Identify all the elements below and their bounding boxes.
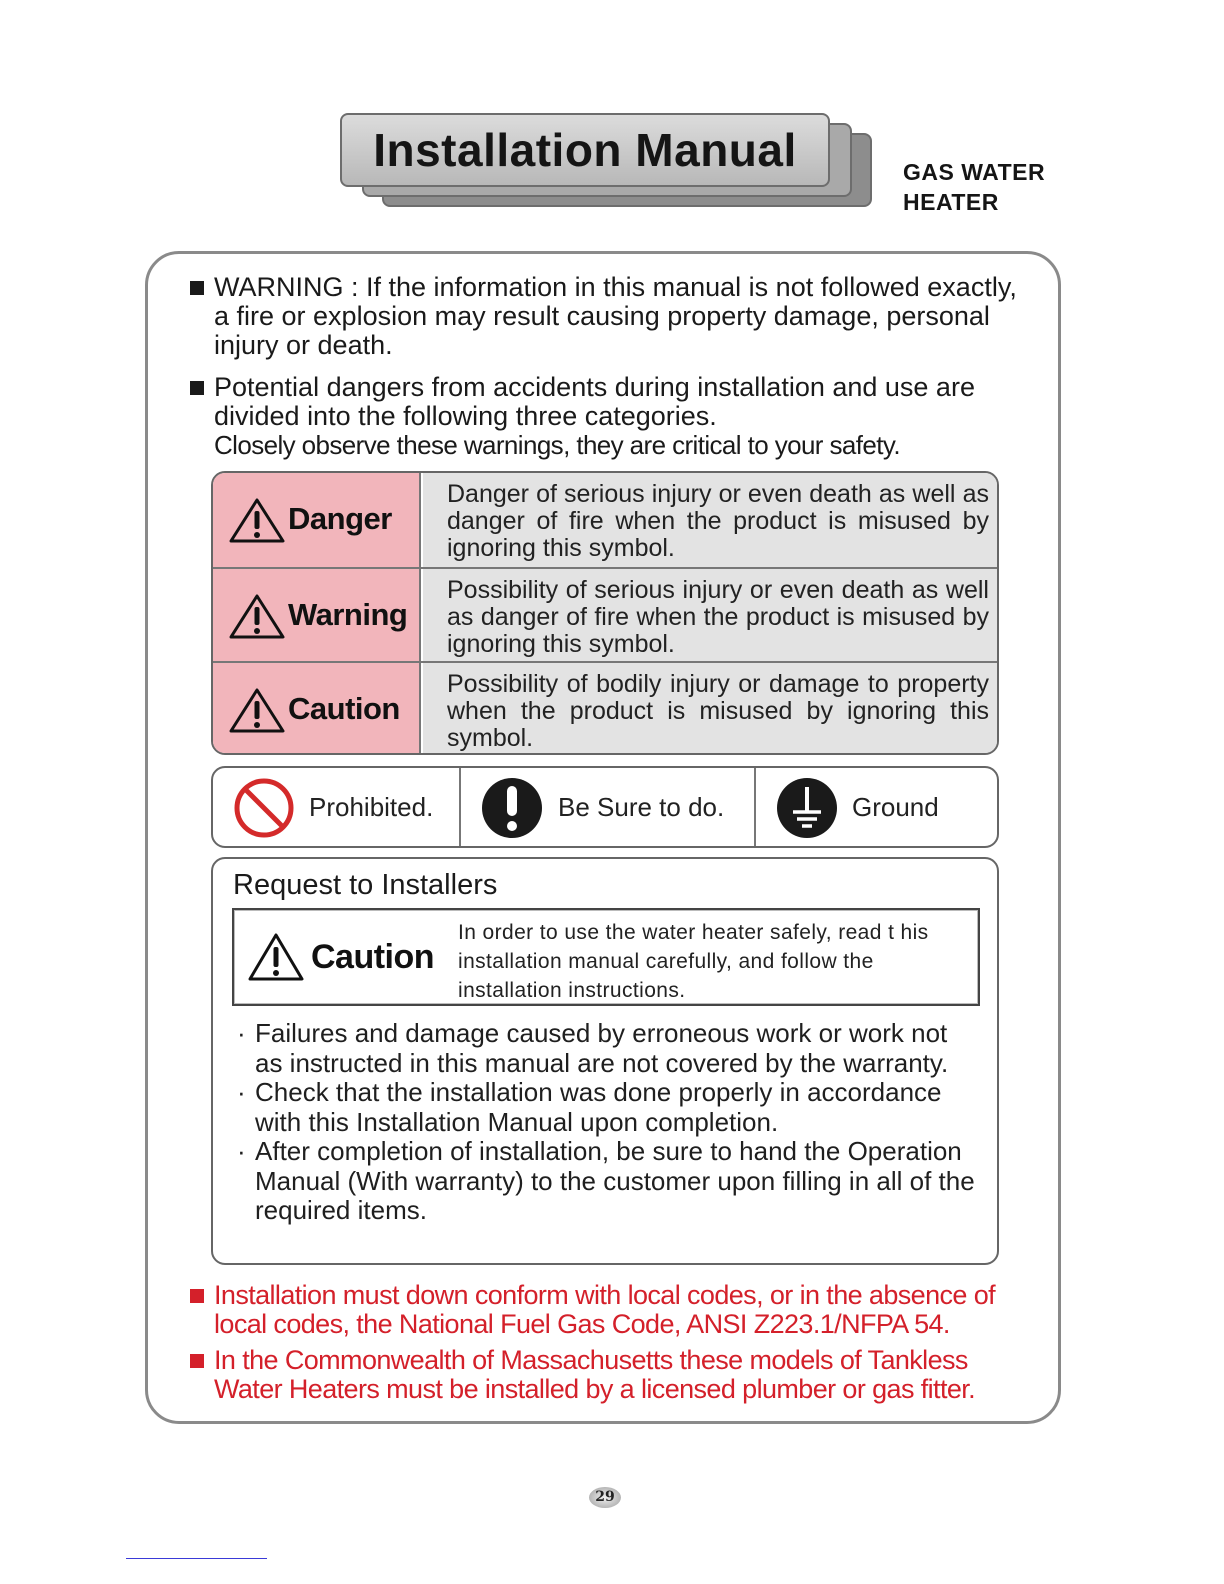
hazard-label-caution: Caution (288, 691, 400, 726)
installers-caution-text: In order to use the water heater safely, read t his installation manual carefully, and follow the installation instructions. (458, 921, 929, 1002)
product-name (903, 157, 1103, 217)
dangers-intro-extra: Closely observe these warnings, they are critical to your safety. (214, 430, 900, 460)
list-item-text: Check that the installation was done properly in accordance with this Installation Manual upon completion. (255, 1077, 942, 1137)
square-bullet-icon (190, 1354, 204, 1368)
warning-triangle-icon (229, 593, 285, 639)
page-title: Installation Manual (373, 124, 797, 176)
hazard-label-cell (213, 473, 421, 567)
symbol-be-sure (459, 768, 756, 846)
warning-triangle-icon (229, 687, 285, 733)
product-name-line2: HEATER (903, 189, 999, 215)
hazard-table (211, 471, 999, 755)
installers-box (211, 857, 999, 1265)
page-number: 29 (589, 1487, 621, 1508)
dangers-intro-line: Potential dangers from accidents during installation and use are divided into the following three categories. (214, 372, 975, 431)
dangers-intro-text (214, 373, 1028, 460)
symbol-label-be-sure: Be Sure to do. (558, 792, 725, 822)
dot-bullet-icon: · (237, 1077, 246, 1107)
prohibited-icon (233, 777, 295, 839)
title-banner (340, 113, 872, 209)
warning-triangle-icon (229, 497, 285, 543)
local-codes-text: Installation must down conform with local codes, or in the absence of local codes, the National Fuel Gas Code, ANSI Z223.1/NFPA 54. (214, 1280, 996, 1339)
dangers-intro (188, 373, 1028, 460)
dot-bullet-icon: · (237, 1018, 246, 1048)
be-sure-icon (481, 777, 543, 839)
warning-triangle-icon (248, 932, 304, 982)
hazard-row-warning (213, 567, 999, 663)
product-name-line1: GAS WATER (903, 159, 1046, 185)
installers-title: Request to Installers (233, 869, 498, 901)
massachusetts-notice (188, 1346, 1028, 1404)
installers-list (235, 1019, 981, 1226)
list-item (235, 1078, 981, 1137)
hazard-label-cell (213, 569, 421, 663)
installers-caution-label: Caution (311, 938, 435, 976)
hazard-row-caution (213, 661, 999, 755)
square-bullet-icon (190, 281, 204, 295)
footer-rule (126, 1558, 267, 1559)
symbol-ground (754, 768, 999, 846)
list-item (235, 1019, 981, 1078)
square-bullet-icon (190, 381, 204, 395)
hazard-description-caution: Possibility of bodily injury or damage to property when the product is misused by ignoring this symbol. (423, 663, 999, 755)
massachusetts-text: In the Commonwealth of Massachusetts these models of Tankless Water Heaters must be installed by a licensed plumber or gas fitter. (214, 1345, 976, 1404)
hazard-row-danger (213, 473, 999, 567)
list-item-text: After completion of installation, be sure to hand the Operation Manual (With warranty) to the customer upon filling in all of the required items. (255, 1136, 975, 1225)
local-codes-notice (188, 1281, 1028, 1339)
hazard-label-warning: Warning (288, 597, 408, 632)
symbol-label-prohibited: Prohibited. (309, 792, 434, 822)
list-item (235, 1137, 981, 1226)
list-item-text: Failures and damage caused by erroneous work or work not as instructed in this manual are not covered by the warranty. (255, 1018, 949, 1078)
dot-bullet-icon: · (237, 1136, 246, 1166)
warning-intro-text: WARNING : If the information in this manual is not followed exactly, a fire or explosion may result causing property damage, personal injury or death. (214, 272, 1017, 360)
square-bullet-icon (190, 1289, 204, 1303)
installers-caution-box (232, 908, 980, 1006)
hazard-label-danger: Danger (288, 501, 392, 536)
hazard-label-cell (213, 663, 421, 755)
hazard-description-danger: Danger of serious injury or even death as well as danger of fire when the product is misused by ignoring this symbol. (423, 473, 999, 567)
warning-intro (188, 273, 1028, 360)
symbol-label-ground: Ground (852, 792, 939, 822)
symbol-prohibited (213, 768, 459, 846)
ground-icon (776, 777, 838, 839)
hazard-description-warning: Possibility of serious injury or even death as well as danger of fire when the product is misused by ignoring this symbol. (423, 569, 999, 663)
symbol-legend (211, 766, 999, 848)
